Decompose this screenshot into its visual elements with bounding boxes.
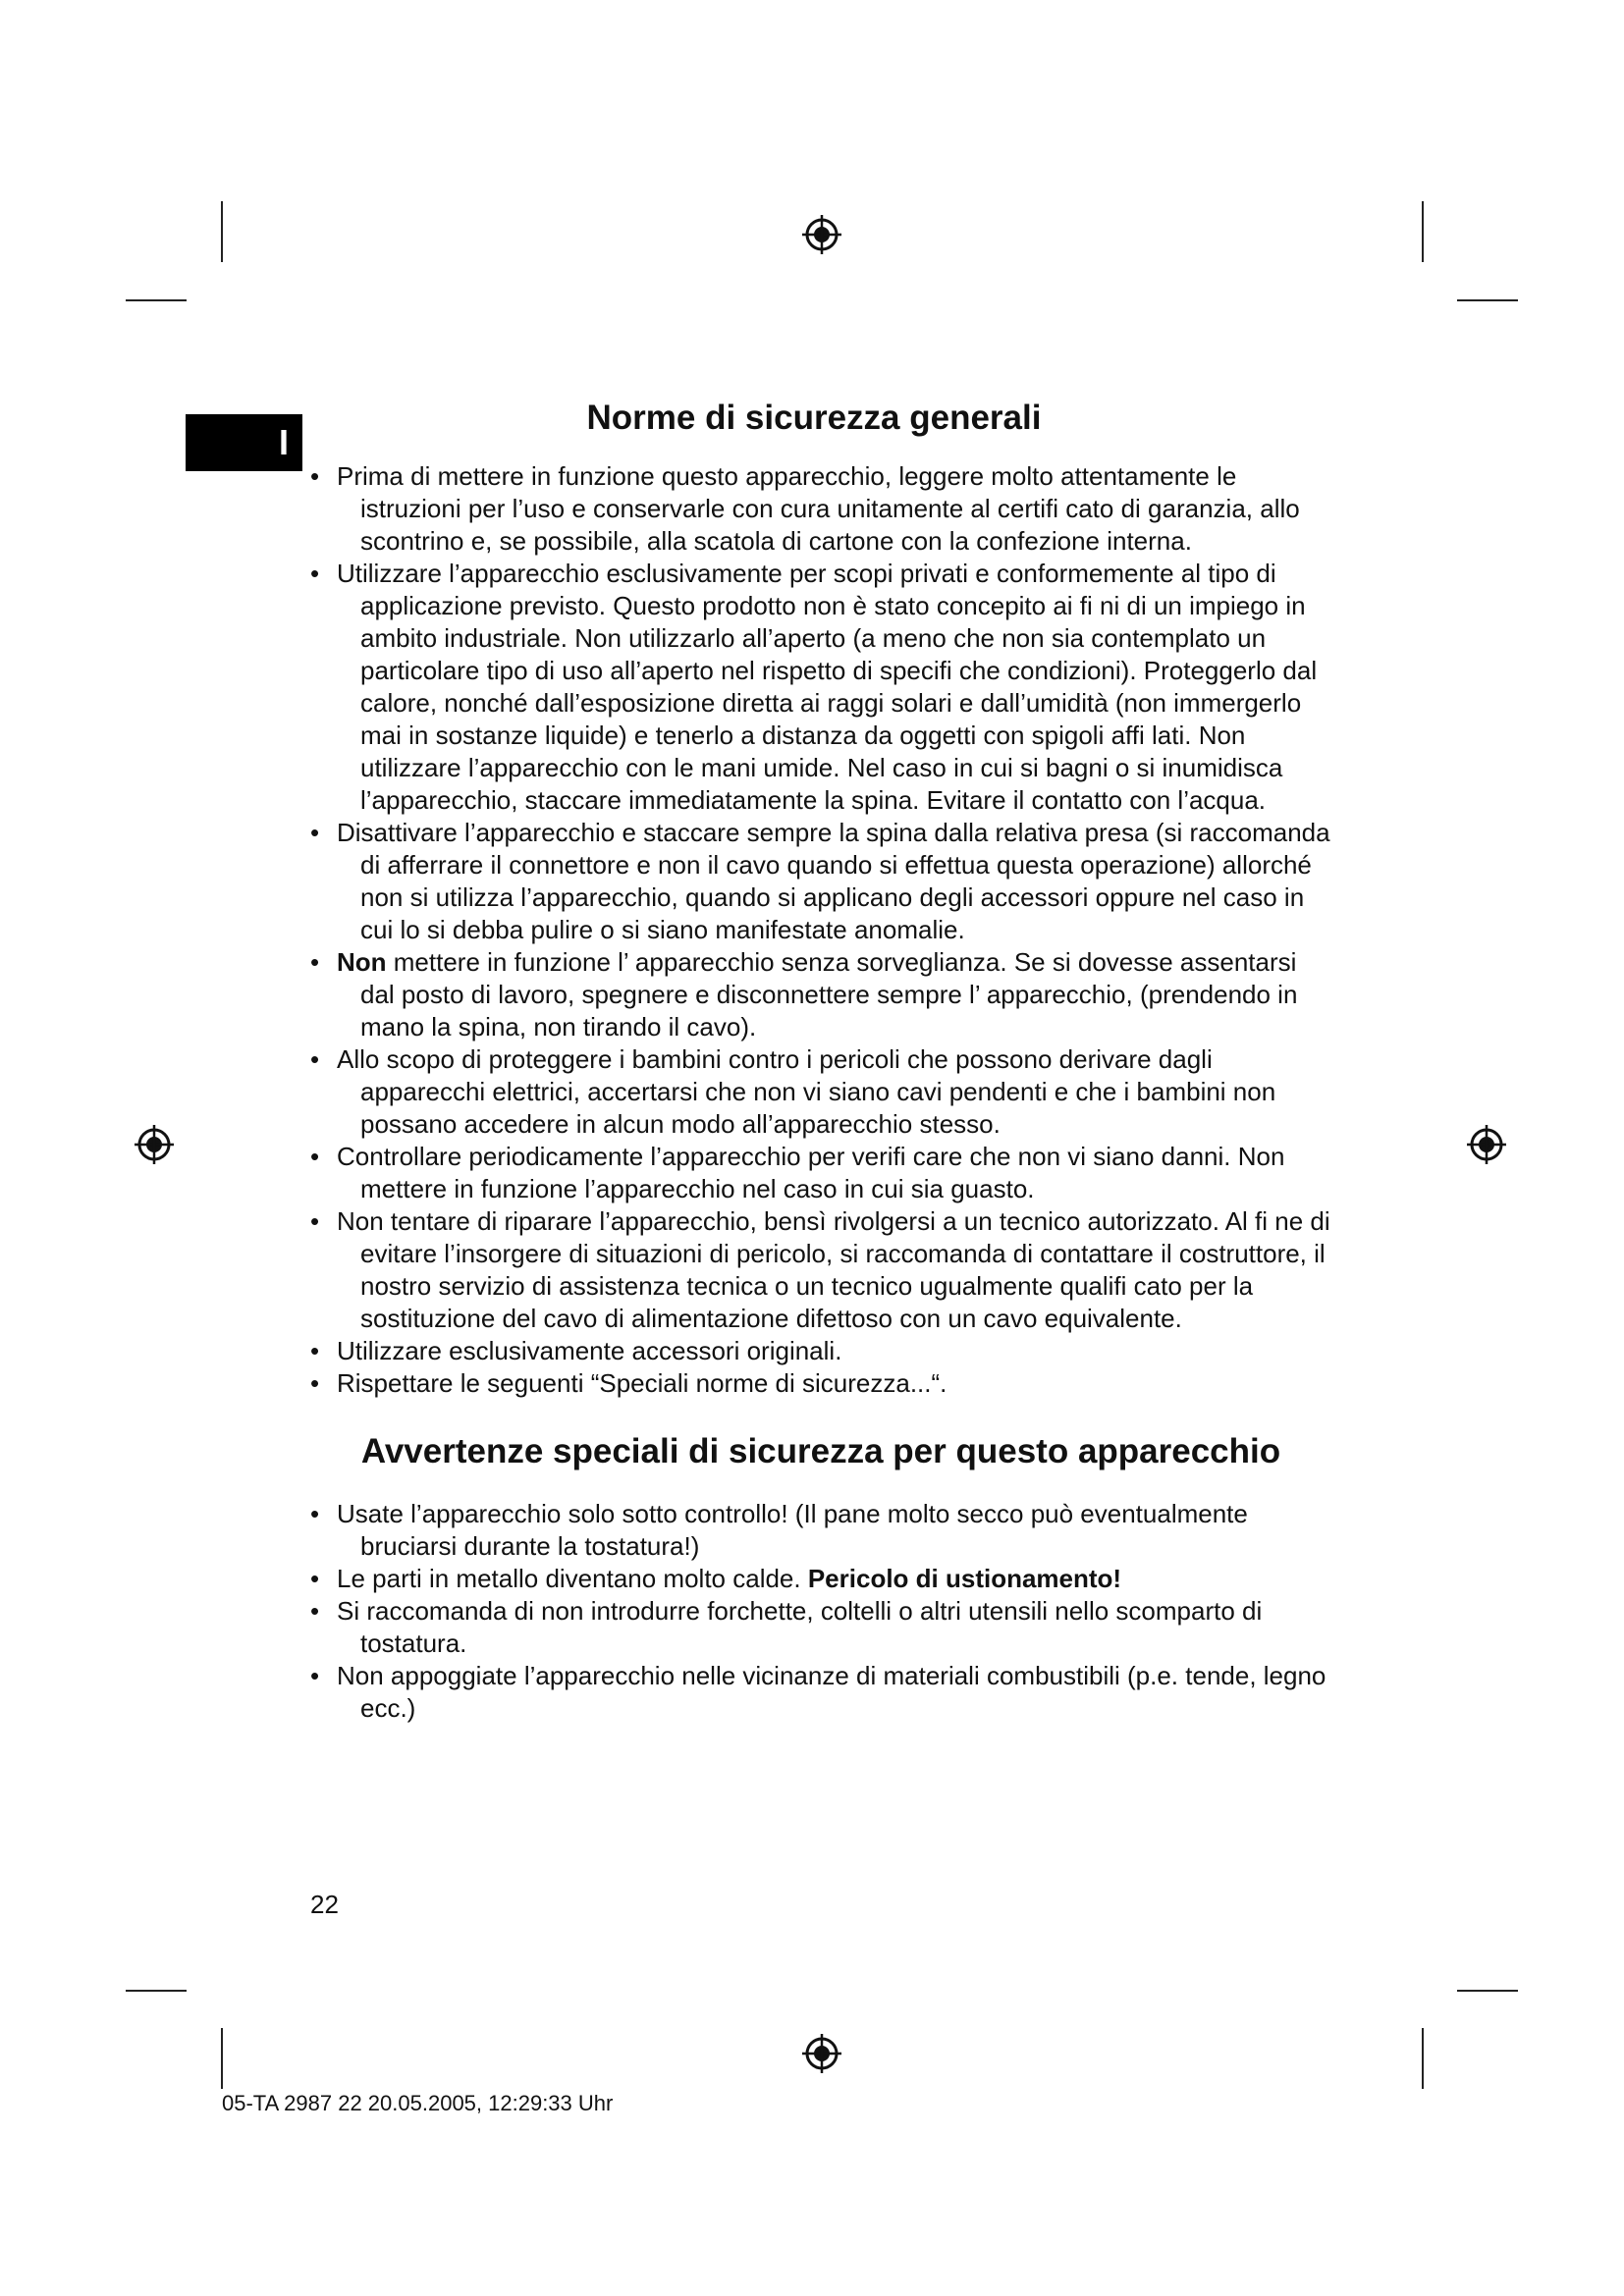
- crop-mark: [221, 201, 223, 262]
- crop-mark: [221, 2028, 223, 2089]
- list-item: • Le parti in metallo diventano molto calde. Pericolo di ustionamento!: [310, 1564, 1122, 1593]
- crop-mark: [1422, 2028, 1424, 2089]
- list-item: • Non tentare di riparare l’apparecchio, bensì rivolgersi a un tecnico autorizzato. Al fi ne di evitare l’insorgere di situazioni di pericolo, si raccomanda di contattare il costruttore, il nostro servizio di assistenza tecnica o un tecnico ugualmente qualifi cato per la sostituzione del cavo di alimentazione difettoso con un cavo equivalente.: [310, 1206, 1330, 1333]
- list-item: • Usate l’apparecchio solo sotto controllo! (Il pane molto secco può eventualmente bruciarsi durante la tostatura!): [310, 1499, 1248, 1561]
- print-footer: 05-TA 2987 22 20.05.2005, 12:29:33 Uhr: [222, 2091, 614, 2115]
- registration-mark-icon: [802, 215, 841, 254]
- special-safety-list: [305, 1498, 1336, 1725]
- page-number: 22: [310, 1890, 339, 1919]
- emphasis: Pericolo di ustionamento!: [807, 1564, 1122, 1593]
- general-safety-list: [305, 460, 1336, 1400]
- emphasis: Non: [337, 947, 387, 977]
- section-title-special: Avvertenze speciali di sicurezza per questo apparecchio: [360, 1432, 1281, 1470]
- list-item: • Non appoggiate l’apparecchio nelle vicinanze di materiali combustibili (p.e. tende, legno ecc.): [310, 1661, 1326, 1723]
- list-item: • Utilizzare esclusivamente accessori originali.: [310, 1336, 842, 1365]
- section-title-general: Norme di sicurezza generali: [586, 399, 1042, 437]
- list-item: • Controllare periodicamente l’apparecchio per verifi care che non vi siano danni. Non mettere in funzione l’apparecchio nel caso in cui sia guasto.: [310, 1142, 1285, 1203]
- list-item: • Allo scopo di proteggere i bambini contro i pericoli che possono derivare dagli apparecchi elettrici, accertarsi che non vi siano cavi pendenti e che i bambini non possano accedere in alcun modo all’apparecchio stesso.: [310, 1044, 1276, 1139]
- registration-mark-icon: [802, 2034, 841, 2073]
- crop-mark: [126, 299, 187, 301]
- crop-mark: [1457, 299, 1518, 301]
- list-item: • Non mettere in funzione l’ apparecchio senza sorveglianza. Se si dovesse assentarsi dal posto di lavoro, spegnere e disconnettere sempre l’ apparecchio, (prendendo in mano la spina, non tirando il cavo).: [310, 947, 1298, 1041]
- crop-mark: [1422, 201, 1424, 262]
- crop-mark: [126, 1990, 187, 1992]
- registration-mark-icon: [1467, 1125, 1506, 1164]
- registration-mark-icon: [135, 1125, 174, 1164]
- list-item: • Prima di mettere in funzione questo apparecchio, leggere molto attentamente le istruzioni per l’uso e conservarle con cura unitamente al certifi cato di garanzia, allo scontrino e, se possibile, alla scatola di cartone con la confezione interna.: [310, 461, 1300, 556]
- list-item: • Utilizzare l’apparecchio esclusivamente per scopi privati e conformemente al tipo di applicazione previsto. Questo prodotto non è stato concepito ai fi ni di un impiego in ambito industriale. Non utilizzarlo all’aperto (a meno che non sia contemplato un particolare tipo di uso all’aperto nel rispetto di specifi che condizioni). Proteggerlo dal calore, nonché dall’esposizione diretta ai raggi solari e dall’umidità (non immergerlo mai in sostanze liquide) e tenerlo a distanza da oggetti con spigoli affi lati. Non utilizzare l’apparecchio con le mani umide. Nel caso in cui si bagni o si inumidisca l’apparecchio, staccare immediatamente la spina. Evitare il contatto con l’acqua.: [310, 559, 1318, 815]
- language-tab: I: [186, 414, 302, 471]
- list-item: • Disattivare l’apparecchio e staccare sempre la spina dalla relativa presa (si raccomanda di afferrare il connettore e non il cavo quando si effettua questa operazione) allorché non si utilizza l’apparecchio, quando si applicano degli accessori oppure nel caso in cui lo si debba pulire o si siano manifestate anomalie.: [310, 818, 1330, 944]
- list-item: • Rispettare le seguenti “Speciali norme di sicurezza...“.: [310, 1368, 947, 1398]
- page-content: [305, 398, 1336, 1725]
- list-item: • Si raccomanda di non introdurre forchette, coltelli o altri utensili nello scomparto di tostatura.: [310, 1596, 1263, 1658]
- crop-mark: [1457, 1990, 1518, 1992]
